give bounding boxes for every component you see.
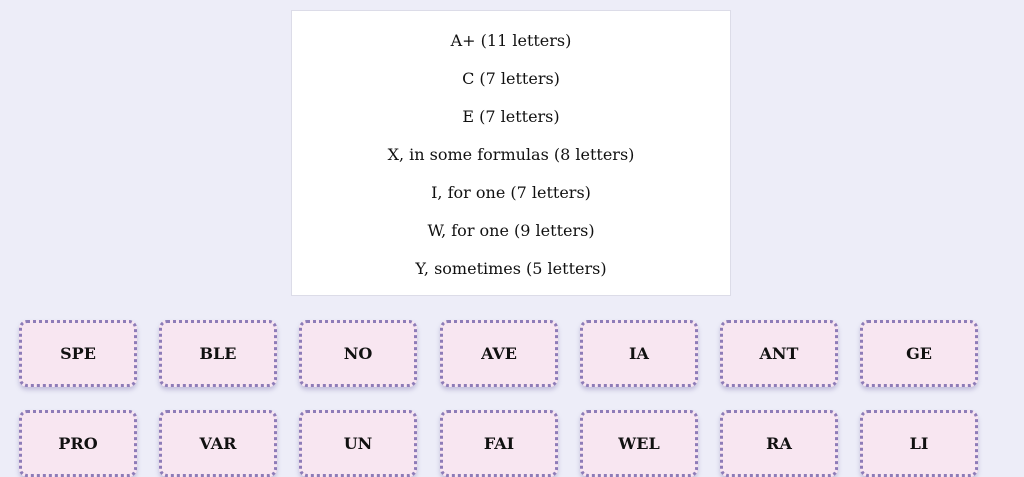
tile-spe[interactable]: SPE bbox=[19, 320, 137, 387]
clue-2: C (7 letters) bbox=[462, 69, 560, 88]
clue-4: X, in some formulas (8 letters) bbox=[387, 145, 635, 164]
clue-1: A+ (11 letters) bbox=[450, 31, 572, 50]
tile-ge[interactable]: GE bbox=[860, 320, 978, 387]
tile-var[interactable]: VAR bbox=[159, 410, 277, 477]
tile-ave[interactable]: AVE bbox=[440, 320, 558, 387]
tile-ble[interactable]: BLE bbox=[159, 320, 277, 387]
clue-7: Y, sometimes (5 letters) bbox=[415, 259, 607, 278]
tile-fai[interactable]: FAI bbox=[440, 410, 558, 477]
tile-ia[interactable]: IA bbox=[580, 320, 698, 387]
clue-3: E (7 letters) bbox=[462, 107, 560, 126]
tile-un[interactable]: UN bbox=[299, 410, 417, 477]
tile-no[interactable]: NO bbox=[299, 320, 417, 387]
tile-ant[interactable]: ANT bbox=[720, 320, 838, 387]
clue-6: W, for one (9 letters) bbox=[427, 221, 595, 240]
tile-pro[interactable]: PRO bbox=[19, 410, 137, 477]
tile-ra[interactable]: RA bbox=[720, 410, 838, 477]
tile-wel[interactable]: WEL bbox=[580, 410, 698, 477]
clue-5: I, for one (7 letters) bbox=[431, 183, 591, 202]
tile-li[interactable]: LI bbox=[860, 410, 978, 477]
